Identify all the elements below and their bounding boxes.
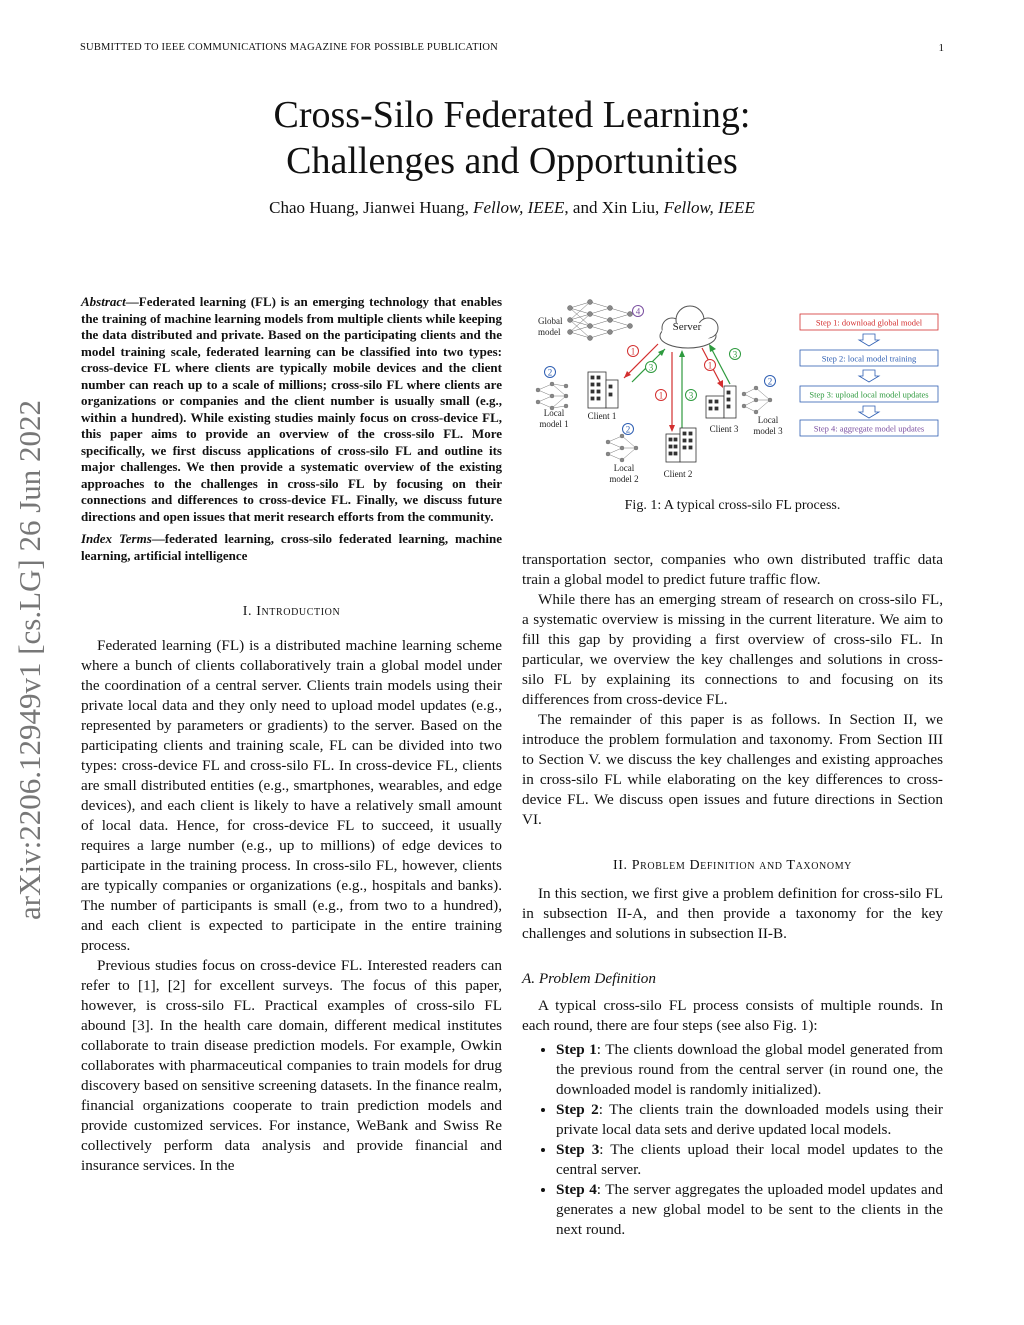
down-arrow-icon: [859, 406, 879, 418]
author-list: [0, 198, 1024, 218]
legend-step-4: Step 4: aggregate model updates: [813, 423, 925, 434]
step-3-number: 3: [648, 362, 654, 373]
step-text: : The server aggregates the uploaded model updates and generates a new global model to be sent to the clients in the next round.: [556, 1181, 943, 1238]
step-1-number: 1: [707, 360, 713, 371]
global-model-label-2: model: [538, 327, 561, 337]
local-model-1-label-1: Local: [543, 408, 565, 418]
step-label: Step 1: [556, 1041, 597, 1058]
paper-title: [0, 92, 1024, 184]
server-label: Server: [672, 321, 702, 333]
legend-step-2: Step 2: local model training: [821, 353, 917, 364]
step-3-number: 3: [732, 349, 738, 360]
left-column: [81, 294, 502, 1176]
intro-paragraph-3: While there has an emerging stream of research on cross-silo FL, a systematic overview is missing in the current literature. We aim to fill this gap by providing a first overview of cross-silo FL. In particular, we overview the key challenges and solutions in cross-silo FL by explaining its connections to and focusing on its differences from cross-device FL.: [522, 591, 943, 708]
right-column: [522, 550, 943, 1240]
step-label: Step 2: [556, 1101, 599, 1118]
abstract-text: —Federated learning (FL) is an emerging technology that enables the training of machine learning models from multiple clients while keeping the data distributed and private. Based on the participating clients and the model training scale, federated learning can be classified into two types: cross-device FL where clients are typically mobile devices and the client number can reach up to a scale of millions; cross-silo FL where clients are organizations or companies and the client number is usually small (e.g., within a hundred). While existing studies mainly focus on cross-device FL, this paper aims to provide an overview of the cross-silo FL. More specifically, we first discuss applications of cross-silo FL and outline its major challenges. We then provide a systematic overview of the existing approaches to the challenges in cross-silo FL by focusing on their connections and differences to cross-device FL. Finally, we discuss future directions and open issues that merit research efforts from the community.: [81, 294, 502, 524]
author-2-role: Fellow, IEEE: [473, 198, 565, 217]
step-legend: [800, 314, 938, 436]
fl-steps-list: [522, 1040, 943, 1240]
local-model-2-label-2: model 2: [609, 474, 639, 484]
step-1-number: 1: [630, 346, 636, 357]
figure-1: [530, 298, 950, 490]
local-model-3-network-icon: [742, 386, 772, 414]
local-model-3-label-1: Local: [757, 415, 779, 425]
step-label: Step 3: [556, 1141, 600, 1158]
legend-step-1: Step 1: download global model: [815, 317, 923, 328]
legend-step-3: Step 3: upload local model updates: [809, 389, 929, 400]
down-arrow-icon: [859, 334, 879, 346]
section-1-title: Introduction: [256, 604, 341, 619]
list-item: [556, 1140, 943, 1180]
step-text: : The clients download the global model generated from the previous round from the central server (in round one, the downloaded model is randomly initialized).: [556, 1041, 943, 1098]
down-arrow-icon: [859, 370, 879, 382]
subsection-a-heading: A. Problem Definition: [522, 970, 656, 987]
step-2-number: 2: [767, 376, 773, 387]
author-3: , and Xin Liu,: [564, 198, 664, 217]
client-3-label: Client 3: [709, 424, 739, 434]
list-item: [556, 1180, 943, 1240]
intro-paragraph-1: Federated learning (FL) is a distributed machine learning scheme where a bunch of clients collaboratively train a global model under the coordination of a central server. Clients train models using their private local data and they only need to upload model updates (e.g., represented by parameters or gradients) to the server. Based on the participating clients and training scale, FL can be divided into two types: cross-device FL and cross-silo FL. In cross-device FL, clients are small distributed entities (e.g., smartphones, wearables, and edge devices), and each client is likely to have a relatively small amount of local data. Hence, for cross-device FL to succeed, it usually requires a large number (e.g., up to millions) of edge devices to participate in the training process. In cross-silo FL, however, clients are typically companies or organizations (e.g., hospitals and banks). The number of participants is small (e.g., from two to a hundred), and each client is expected to participate in the entire training process.: [81, 637, 502, 954]
step-3-number: 3: [688, 390, 694, 401]
list-item: [556, 1040, 943, 1100]
author-1: Chao Huang,: [269, 198, 364, 217]
section-2-title: Problem Definition and Taxonomy: [631, 858, 853, 873]
step-text: : The clients upload their local model updates to the central server.: [556, 1141, 943, 1178]
local-model-1-network-icon: [536, 382, 568, 410]
client-2-label: Client 2: [663, 469, 693, 479]
step-text: : The clients train the downloaded models using their private local data sets and derive updated local models.: [556, 1101, 943, 1138]
running-header: SUBMITTED TO IEEE COMMUNICATIONS MAGAZINE FOR POSSIBLE PUBLICATION: [80, 42, 498, 53]
arxiv-stamp: arXiv:2206.12949v1 [cs.LG] 26 Jun 2022: [12, 399, 47, 921]
local-model-1-label-2: model 1: [539, 419, 569, 429]
local-model-2-network-icon: [606, 434, 638, 462]
abstract: [81, 294, 502, 525]
author-2: Jianwei Huang,: [363, 198, 474, 217]
section-2-paragraph-2: A typical cross-silo FL process consists of multiple rounds. In each round, there are four steps (see also Fig. 1):: [522, 997, 943, 1034]
intro-paragraph-4: The remainder of this paper is as follows. In Section II, we introduce the problem formulation and taxonomy. From Section III to Section V. we discuss the key challenges and existing approaches in cross-silo FL while elaborating on the key differences to cross-device FL. We discuss open issues and future directions in Section VI.: [522, 711, 943, 828]
title-line-2: Challenges and Opportunities: [286, 140, 738, 182]
global-model-label-1: Global: [538, 316, 563, 326]
list-item: [556, 1100, 943, 1140]
title-line-1: Cross-Silo Federated Learning:: [273, 94, 751, 136]
client-3-building-icon: [706, 386, 736, 418]
step-label: Step 4: [556, 1181, 597, 1198]
section-2-heading: [522, 858, 943, 874]
client-1-building-icon: [588, 372, 618, 408]
client-1-label: Client 1: [587, 411, 617, 421]
intro-paragraph-2: Previous studies focus on cross-device FL. Interested readers can refer to [1], [2] for excellent surveys. The focus of this paper, however, is cross-silo FL. Practical examples of cross-silo FL abound [3]. In the health care domain, different medical institutes collaborate to train disease prediction models. For example, Owkin collaborates with pharmaceutical companies to train models for drug discovery based on sensitive screening datasets. In the finance realm, financial organizations cooperate to train prediction models and provide customized services. For instance, WeBank and Swiss Re collectively perform data analysis and provide financial and insurance services. In the: [81, 957, 502, 1174]
index-terms-label: Index Terms: [81, 531, 152, 546]
figure-1-caption: Fig. 1: A typical cross-silo FL process.: [624, 498, 841, 513]
step-4-number: 4: [635, 306, 641, 317]
fl-process-diagram: [530, 298, 950, 490]
global-model-network-icon: [568, 300, 633, 341]
author-3-role: Fellow, IEEE: [663, 198, 755, 217]
local-model-2-label-1: Local: [613, 463, 635, 473]
intro-paragraph-2-continued: transportation sector, companies who own distributed traffic data train a global model to predict future traffic flow.: [522, 551, 943, 588]
step-1-number: 1: [658, 390, 664, 401]
index-terms-text: —federated learning, cross-silo federated learning, machine learning, artificial intelligence: [81, 531, 502, 563]
step-2-number: 2: [547, 367, 553, 378]
section-2-paragraph-1: In this section, we first give a problem definition for cross-silo FL in subsection II-A, and then provide a taxonomy for the key challenges and solutions in subsection II-B.: [522, 885, 943, 942]
abstract-label: Abstract: [81, 294, 126, 309]
client-2-building-icon: [666, 428, 696, 462]
section-1-number: I.: [242, 604, 257, 619]
index-terms: [81, 531, 502, 564]
section-1-heading: [81, 604, 502, 620]
section-2-number: II.: [612, 858, 632, 873]
local-model-3-label-2: model 3: [753, 426, 783, 436]
page-number: 1: [938, 42, 944, 54]
step-2-number: 2: [625, 424, 631, 435]
